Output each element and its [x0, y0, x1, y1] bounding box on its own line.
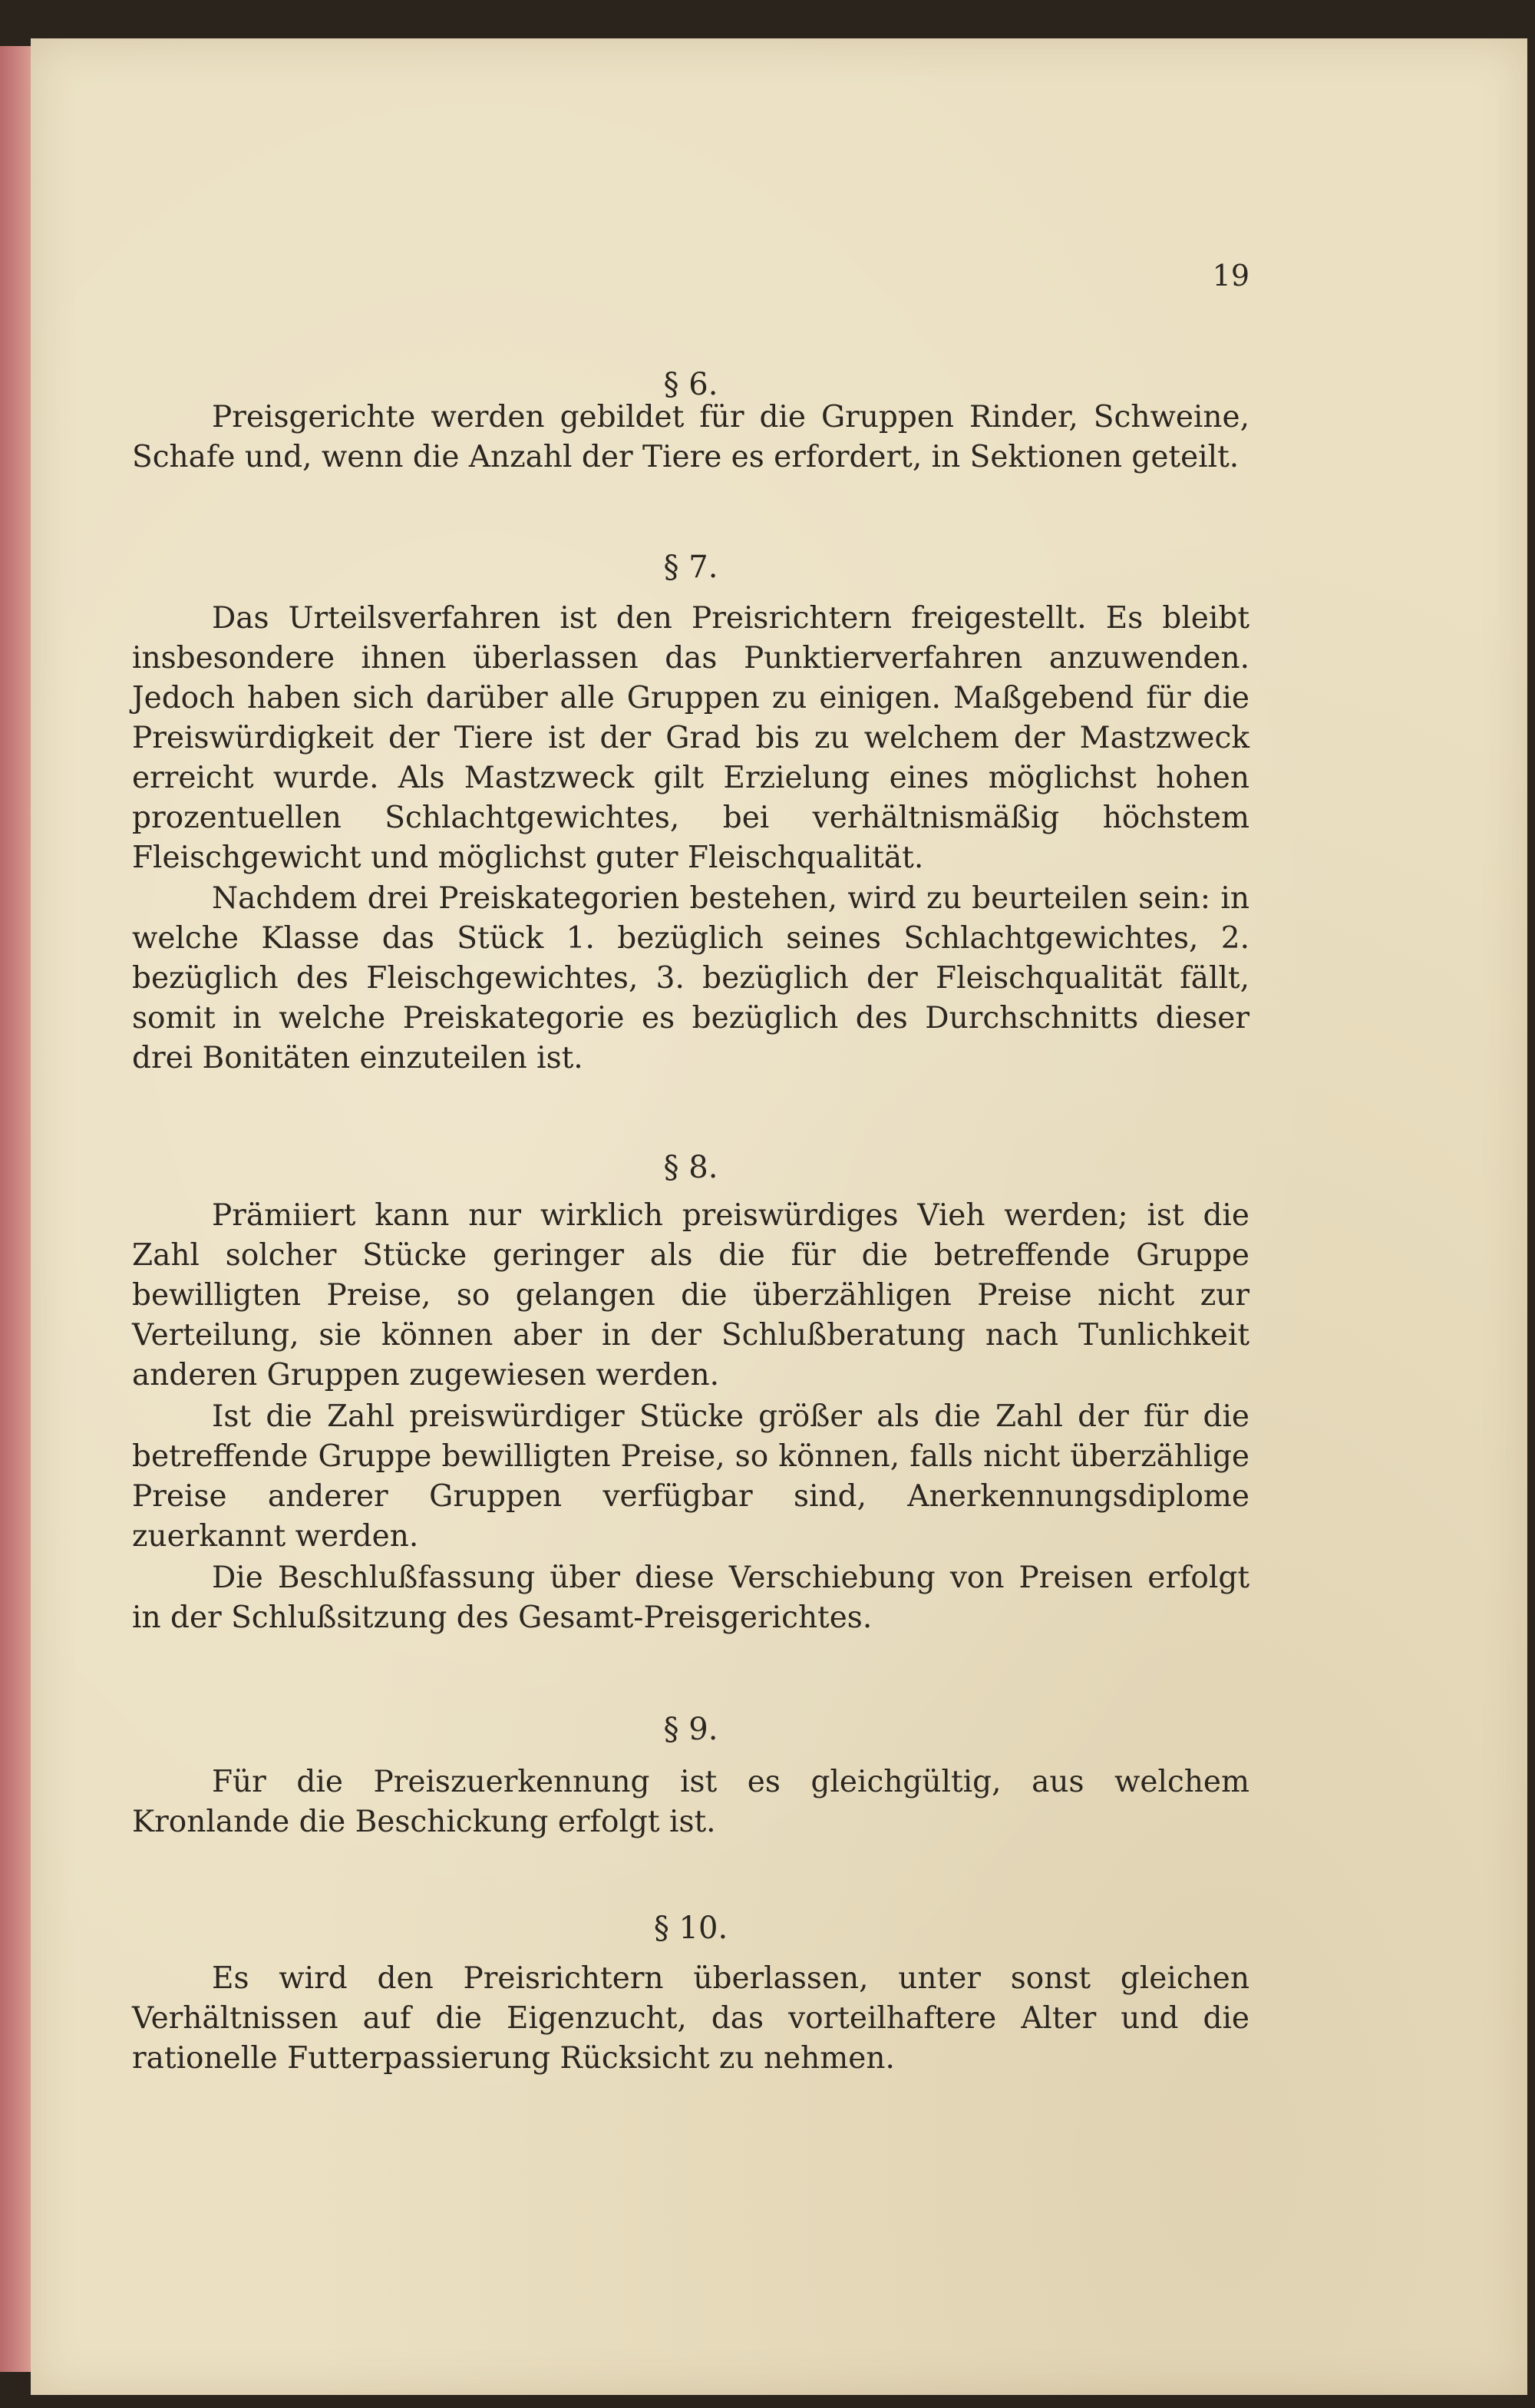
section-9-paragraph-1: Für die Preiszuerkennung ist es gleichgültig, aus welchem Kronlande die Beschickung erfolgt ist. — [132, 1765, 1249, 1839]
section-heading-8: § 8. — [663, 1150, 718, 1185]
page-number: 19 — [1212, 259, 1249, 292]
book-page — [31, 38, 1527, 2395]
section-heading-6: § 6. — [663, 367, 718, 402]
section-7-paragraph-2: Nachdem drei Preiskategorien bestehen, wird zu beurteilen sein: in welche Klasse das Stück 1. bezüglich seines Schlachtgewichtes, 2. bezüglich des Fleischgewichtes, 3. bezüglich der Fleischqualität fällt, somit in welche Preiskategorie es bezüglich des Durchschnitts dieser drei Bonitäten einzuteilen ist. — [132, 881, 1249, 1075]
section-10-paragraph-1: Es wird den Preisrichtern überlassen, unter sonst gleichen Verhältnissen auf die Eigenzucht, das vorteilhaftere Alter und die rationelle Futterpassierung Rücksicht zu nehmen. — [132, 1961, 1249, 2076]
section-heading-10: § 10. — [653, 1911, 728, 1946]
section-6-paragraph-1: Preisgerichte werden gebildet für die Gruppen Rinder, Schweine, Schafe und, wenn die Anzahl der Tiere es erfordert, in Sektionen geteilt. — [132, 400, 1249, 474]
section-8-paragraph-2: Ist die Zahl preiswürdiger Stücke größer als die Zahl der für die betreffende Gruppe bewilligten Preise, so können, falls nicht überzählige Preise anderer Gruppen verfügbar sind, Anerkennungsdiplome zuerkannt werden. — [132, 1399, 1249, 1554]
section-heading-7: § 7. — [663, 550, 718, 585]
section-8-paragraph-1: Prämiiert kann nur wirklich preiswürdiges Vieh werden; ist die Zahl solcher Stücke geringer als die für die betreffende Gruppe bewilligten Preise, so gelangen die überzähligen Preise nicht zur Verteilung, sie können aber in der Schlußberatung nach Tunlichkeit anderen Gruppen zugewiesen werden. — [132, 1198, 1249, 1392]
section-heading-9: § 9. — [663, 1712, 718, 1747]
section-8-paragraph-3: Die Beschlußfassung über diese Verschiebung von Preisen erfolgt in der Schlußsitzung des Gesamt-Preisgerichtes. — [132, 1561, 1249, 1635]
section-7-paragraph-1: Das Urteilsverfahren ist den Preisrichtern freigestellt. Es bleibt insbesondere ihnen überlassen das Punktierverfahren anzuwenden. Jedoch haben sich darüber alle Gruppen zu einigen. Maßgebend für die Preiswürdigkeit der Tiere ist der Grad bis zu welchem der Mastzweck erreicht wurde. Als Mastzweck gilt Erzielung eines möglichst hohen prozentuellen Schlachtgewichtes, bei verhältnismäßig höchstem Fleischgewicht und möglichst guter Fleischqualität. — [132, 601, 1249, 875]
